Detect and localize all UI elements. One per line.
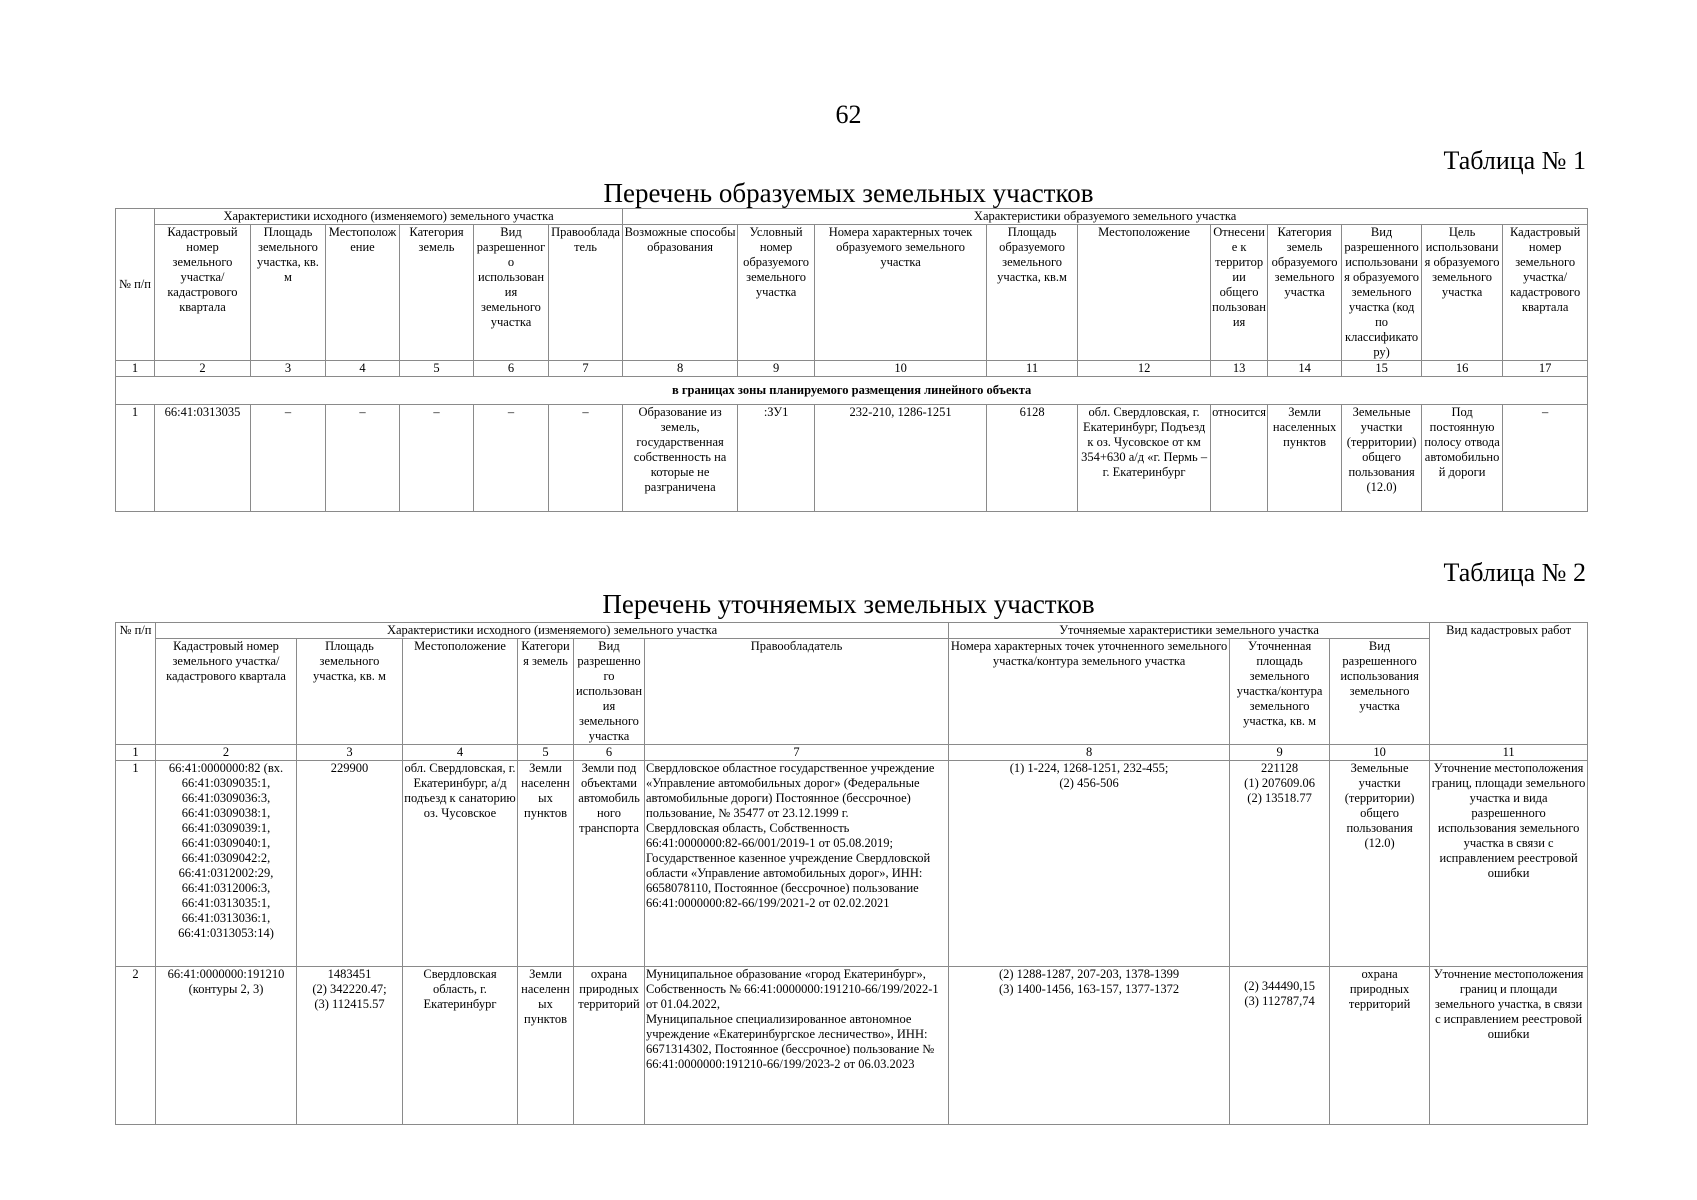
table1-cell-c11: 6128 xyxy=(987,405,1078,512)
table1-colnum: 9 xyxy=(738,361,815,377)
table2-cell-c8: (2) 1288-1287, 207-203, 1378-1399 (3) 1400-1456, 163-157, 1377-1372 xyxy=(949,967,1230,1125)
table2-cell-c11: Уточнение местоположения границ, площади земельного участка и вида разрешенного использования земельного участка в связи с исправлением реестровой ошибки xyxy=(1430,761,1588,967)
table1-header-c11: Площадь образуемого земельного участка, кв.м xyxy=(987,225,1078,361)
table1-header-row-2 xyxy=(116,225,1588,361)
table1-header-c13: Отнесение к территории общего пользования xyxy=(1211,225,1268,361)
table1-colnum: 6 xyxy=(474,361,549,377)
table1-header-c9: Условный номер образуемого земельного участка xyxy=(738,225,815,361)
table-row xyxy=(116,761,1588,967)
table1-header-c7: Правообладатель xyxy=(549,225,623,361)
table2-colnum: 10 xyxy=(1330,745,1430,761)
table1-colnum: 4 xyxy=(326,361,400,377)
table-row xyxy=(116,967,1588,1125)
table1-title: Перечень образуемых земельных участков xyxy=(603,178,1094,208)
table2-cell-c6: охрана природных территорий xyxy=(574,967,645,1125)
table1-header-c10: Номера характерных точек образуемого земельного участка xyxy=(815,225,987,361)
table1-header-c2: Кадастровый номер земельного участка/ кадастрового квартала xyxy=(155,225,251,361)
table2-colnum: 9 xyxy=(1230,745,1330,761)
table2-colnum: 11 xyxy=(1430,745,1588,761)
table1-colnum: 11 xyxy=(987,361,1078,377)
table2-cell-c8: (1) 1-224, 1268-1251, 232-455; (2) 456-506 xyxy=(949,761,1230,967)
table2-column-numbers-row xyxy=(116,745,1588,761)
table1-cell-c10: 232-210, 1286-1251 xyxy=(815,405,987,512)
table2-colnum: 5 xyxy=(518,745,574,761)
table1-colnum: 16 xyxy=(1422,361,1503,377)
table1-header-group-formed: Характеристики образуемого земельного участка xyxy=(623,209,1588,225)
table1-cell-c9: :ЗУ1 xyxy=(738,405,815,512)
table2-header-c9: Уточненная площадь земельного участка/контура земельного участка, кв. м xyxy=(1230,639,1330,745)
table1-header-c17: Кадастровый номер земельного участка/ кадастрового квартала xyxy=(1503,225,1588,361)
table2-header-c6: Вид разрешенного использования земельного участка xyxy=(574,639,645,745)
table2-header-c5: Категория земель xyxy=(518,639,574,745)
table1-cell-c12: обл. Свердловская, г. Екатеринбург, Подъезд к оз. Чусовское от км 354+630 а/д «г. Пермь – г. Екатеринбург xyxy=(1078,405,1211,512)
table2-colnum: 1 xyxy=(116,745,156,761)
table2-colnum: 3 xyxy=(297,745,403,761)
table1-cell-c5: – xyxy=(400,405,474,512)
table2-cell-c4: Свердловская область, г. Екатеринбург xyxy=(403,967,518,1125)
table2-cell-c9: (2) 344490,15 (3) 112787,74 xyxy=(1230,967,1330,1125)
table1-colnum: 8 xyxy=(623,361,738,377)
table2-colnum: 4 xyxy=(403,745,518,761)
table1-colnum: 2 xyxy=(155,361,251,377)
table1-header-row-1 xyxy=(116,209,1588,225)
table2-header-c10: Вид разрешенного использования земельного участка xyxy=(1330,639,1430,745)
table1-header-c15: Вид разрешенного использования образуемого земельного участка (код по классификатору) xyxy=(1342,225,1422,361)
table1-colnum: 15 xyxy=(1342,361,1422,377)
table2-cell-c1: 2 xyxy=(116,967,156,1125)
table1-header-c3: Площадь земельного участка, кв. м xyxy=(251,225,326,361)
table1-colnum: 3 xyxy=(251,361,326,377)
table1-header-c12: Местоположение xyxy=(1078,225,1211,361)
table1-header-c8: Возможные способы образования xyxy=(623,225,738,361)
table2-cell-c6: Земли под объектами автомобильного транспорта xyxy=(574,761,645,967)
table1-caption: Таблица № 1 xyxy=(1443,146,1586,175)
table1-zone-row xyxy=(116,377,1588,405)
table1-cell-c6: – xyxy=(474,405,549,512)
table2-cell-c4: обл. Свердловская, г. Екатеринбург, а/д подъезд к санаторию оз. Чусовское xyxy=(403,761,518,967)
table2-cell-c3: 1483451 (2) 342220.47; (3) 112415.57 xyxy=(297,967,403,1125)
table2-cell-c10: Земельные участки (территории) общего пользования (12.0) xyxy=(1330,761,1430,967)
table1-cell-c13: относится xyxy=(1211,405,1268,512)
table1-cell-c1: 1 xyxy=(116,405,155,512)
table1-cell-c17: – xyxy=(1503,405,1588,512)
table2-caption: Таблица № 2 xyxy=(1443,558,1586,587)
table2-header-row-1 xyxy=(116,623,1588,639)
table1-cell-c15: Земельные участки (территории) общего пользования (12.0) xyxy=(1342,405,1422,512)
table1-header-num: № п/п xyxy=(116,209,155,361)
table2-cell-c5: Земли населенных пунктов xyxy=(518,967,574,1125)
table1-cell-c8: Образование из земель, государственная собственность на которые не разграничена xyxy=(623,405,738,512)
table2-cell-c10: охрана природных территорий xyxy=(1330,967,1430,1125)
table1-colnum: 1 xyxy=(116,361,155,377)
table2-title: Перечень уточняемых земельных участков xyxy=(602,589,1095,619)
table1-zone-label: в границах зоны планируемого размещения линейного объекта xyxy=(116,377,1588,405)
page-number: 62 xyxy=(835,100,862,129)
table1-colnum: 7 xyxy=(549,361,623,377)
table2-colnum: 8 xyxy=(949,745,1230,761)
table1-cell-c2: 66:41:0313035 xyxy=(155,405,251,512)
table2-colnum: 2 xyxy=(156,745,297,761)
table2-header-c11: Вид кадастровых работ xyxy=(1430,623,1588,745)
table1-header-c4: Местоположение xyxy=(326,225,400,361)
table1-header-c16: Цель использования образуемого земельного участка xyxy=(1422,225,1503,361)
table2-header-c7: Правообладатель xyxy=(645,639,949,745)
table2-cell-c7: Муниципальное образование «город Екатеринбург», Собственность № 66:41:0000000:191210-66/199/2022-1 от 01.04.2022, Муниципальное специализированное автономное учреждение «Екатеринбургское лесничество», ИНН: 6671314302, Постоянное (бессрочное) пользование № 66:41:0000000:191210-66/199/2023-2 от 06.03.2023 xyxy=(645,967,949,1125)
table1-colnum: 10 xyxy=(815,361,987,377)
table2-header-c3: Площадь земельного участка, кв. м xyxy=(297,639,403,745)
table2-header-c8: Номера характерных точек уточненного земельного участка/контура земельного участка xyxy=(949,639,1230,745)
table1-cell-c3: – xyxy=(251,405,326,512)
table2-cell-c3: 229900 xyxy=(297,761,403,967)
table1-header-c14: Категория земель образуемого земельного участка xyxy=(1268,225,1342,361)
table2 xyxy=(115,622,1588,1125)
table-row xyxy=(116,405,1588,512)
table1-header-c5: Категория земель xyxy=(400,225,474,361)
table2-cell-c11: Уточнение местоположения границ и площади земельного участка, в связи с исправлением реестровой ошибки xyxy=(1430,967,1588,1125)
table2-header-num: № п/п xyxy=(116,623,156,745)
table1-cell-c4: – xyxy=(326,405,400,512)
table2-cell-c5: Земли населенных пунктов xyxy=(518,761,574,967)
table2-header-c4: Местоположение xyxy=(403,639,518,745)
table2-cell-c2: 66:41:0000000:82 (вх. 66:41:0309035:1, 66:41:0309036:3, 66:41:0309038:1, 66:41:0309039:1, 66:41:0309040:1, 66:41:0309042:2, 66:41:0312002:29, 66:41:0312006:3, 66:41:0313035:1, 66:41:0313036:1, 66:41:0313053:14) xyxy=(156,761,297,967)
table2-header-group-refined: Уточняемые характеристики земельного участка xyxy=(949,623,1430,639)
table1-header-group-source: Характеристики исходного (изменяемого) земельного участка xyxy=(155,209,623,225)
table1-colnum: 14 xyxy=(1268,361,1342,377)
table2-colnum: 6 xyxy=(574,745,645,761)
table2-colnum: 7 xyxy=(645,745,949,761)
table1-cell-c16: Под постоянную полосу отвода автомобильной дороги xyxy=(1422,405,1503,512)
table2-cell-c7: Свердловское областное государственное учреждение «Управление автомобильных дорог» (Федеральные автомобильные дороги) Постоянное (бессрочное) пользование, № 35477 от 23.12.1999 г. Свердловская область, Собственность 66:41:0000000:82-66/001/2019-1 от 05.08.2019; Государственное казенное учреждение Свердловской области «Управление автомобильных дорог», ИНН: 6658078110, Постоянное (бессрочное) пользование 66:41:0000000:82-66/199/2021-2 от 02.02.2021 xyxy=(645,761,949,967)
table1-cell-c7: – xyxy=(549,405,623,512)
table1-column-numbers-row xyxy=(116,361,1588,377)
table1 xyxy=(115,208,1588,512)
table2-header-row-2 xyxy=(116,639,1588,745)
table1-colnum: 12 xyxy=(1078,361,1211,377)
table2-header-group-source: Характеристики исходного (изменяемого) земельного участка xyxy=(156,623,949,639)
table2-cell-c2: 66:41:0000000:191210 (контуры 2, 3) xyxy=(156,967,297,1125)
table1-colnum: 17 xyxy=(1503,361,1588,377)
table1-colnum: 5 xyxy=(400,361,474,377)
table1-header-c6: Вид разрешенного использования земельного участка xyxy=(474,225,549,361)
table1-colnum: 13 xyxy=(1211,361,1268,377)
table2-cell-c1: 1 xyxy=(116,761,156,967)
table2-header-c2: Кадастровый номер земельного участка/ кадастрового квартала xyxy=(156,639,297,745)
table1-cell-c14: Земли населенных пунктов xyxy=(1268,405,1342,512)
table2-cell-c9: 221128 (1) 207609.06 (2) 13518.77 xyxy=(1230,761,1330,967)
